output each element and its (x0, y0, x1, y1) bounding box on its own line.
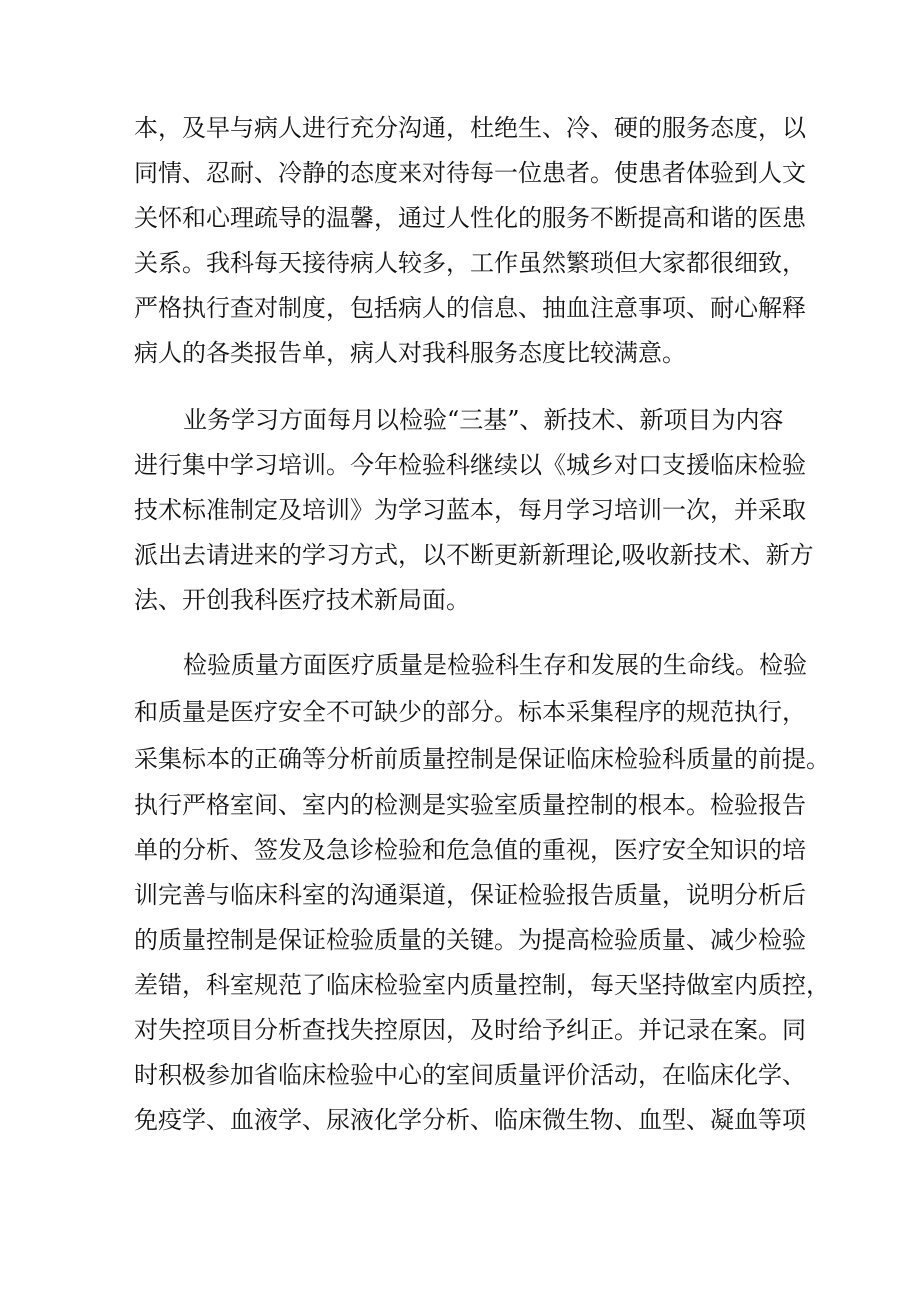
text-line: 训完善与临床科室的沟通渠道，保证检验报告质量，说明分析后 (134, 881, 806, 909)
text-line: 同情、忍耐、冷静的态度来对待每一位患者。使患者体验到人文 (134, 159, 806, 187)
text-line: 技术标准制定及培训》为学习蓝本，每月学习培训一次，并采取 (134, 496, 806, 524)
text-line: 单的分析、签发及急诊检验和危急值的重视，医疗安全知识的培 (134, 836, 806, 864)
text-line: 法、开创我科医疗技术新局面。 (134, 586, 470, 614)
text-line: 采集标本的正确等分析前质量控制是保证临床检验科质量的前提。 (134, 745, 830, 773)
text-line: 和质量是医疗安全不可缺少的部分。标本采集程序的规范执行， (134, 698, 806, 726)
text-line: 病人的各类报告单，病人对我科服务态度比较满意。 (134, 339, 686, 367)
text-line: 关系。我科每天接待病人较多，工作虽然繁琐但大家都很细致， (134, 249, 806, 277)
text-line: 的质量控制是保证检验质量的关键。为提高检验质量、减少检验 (134, 926, 806, 954)
paragraph-first-line: 检验质量方面医疗质量是检验科生存和发展的生命线。检验 (183, 651, 807, 679)
text-line: 严格执行查对制度，包括病人的信息、抽血注意事项、耐心解释 (134, 294, 806, 322)
text-line: 免疫学、血液学、尿液化学分析、临床微生物、血型、凝血等项 (134, 1106, 806, 1134)
text-line: 差错，科室规范了临床检验室内质量控制，每天坚持做室内质控， (134, 971, 830, 999)
text-line: 关怀和心理疏导的温馨，通过人性化的服务不断提高和谐的医患 (134, 204, 806, 232)
text-line: 派出去请进来的学习方式，以不断更新新理论,吸收新技术、新方 (134, 541, 814, 569)
paragraph-first-line: 业务学习方面每月以检验“三基”、新技术、新项目为内容 (183, 406, 784, 434)
text-line: 执行严格室间、室内的检测是实验室质量控制的根本。检验报告 (134, 791, 806, 819)
text-line: 对失控项目分析查找失控原因，及时给予纠正。并记录在案。同 (134, 1016, 806, 1044)
text-line: 本，及早与病人进行充分沟通，杜绝生、冷、硬的服务态度，以 (134, 114, 806, 142)
text-line: 进行集中学习培训。今年检验科继续以《城乡对口支援临床检验 (134, 451, 806, 479)
text-line: 时积极参加省临床检验中心的室间质量评价活动，在临床化学、 (134, 1061, 806, 1089)
